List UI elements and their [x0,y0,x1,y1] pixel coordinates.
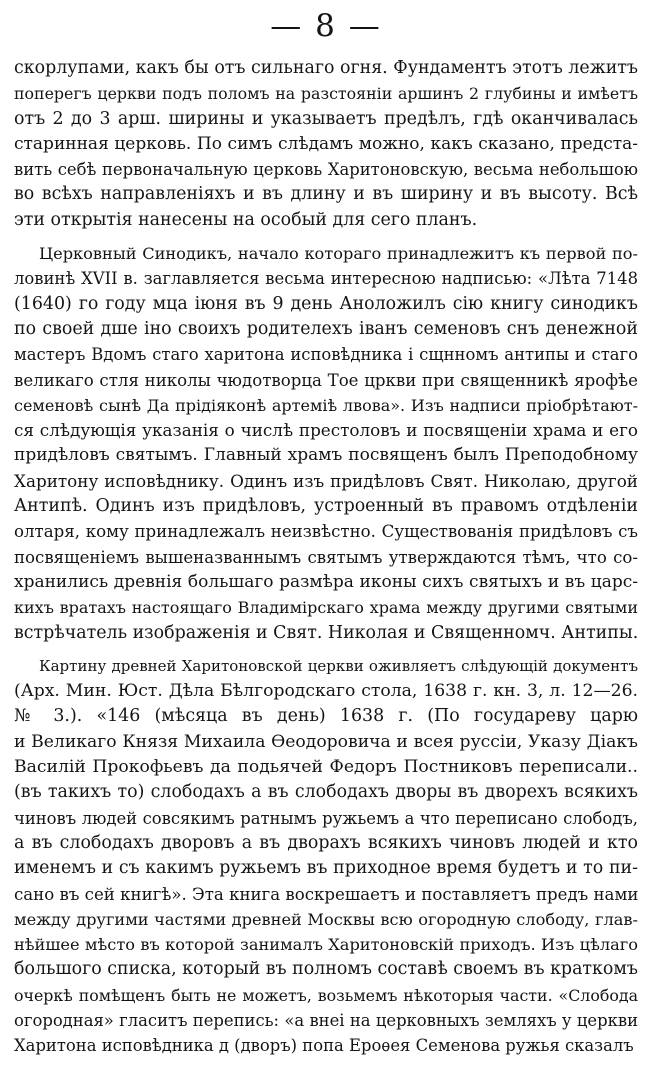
text-line: Церковный Синодикъ, начало котораго принадлежитъ къ первой по- [39,244,638,264]
text-line: вить себѣ первоначальную церковь Харитоновскую, весьма небольшою [14,160,638,180]
text-line: ся слѣдующія указанія о числѣ престоловъ и посвященіи храма и его [14,420,638,441]
paragraph-p3 [14,654,638,1059]
text-line: Харитону исповѣднику. Одинъ изъ придѣловъ Свят. Николаю, другой [14,470,638,491]
text-line: поперегъ церкви подъ поломъ на разстояніи аршинъ 2 глубины и имѣетъ [14,84,638,104]
text-line: ловинѣ XVII в. заглавляется весьма интересною надписью: «Лѣта 7148 [14,269,638,289]
text-line: во всѣхъ направленіяхъ и въ длину и въ ширину и въ высоту. Всѣ [14,184,638,205]
text-line: семеновѣ сынѣ Да прідіяконѣ артеміѣ лвова». Изъ надписи пріобрѣтают- [14,395,638,415]
text-line: очеркѣ помѣщенъ быть не можетъ, возьмемъ нѣкоторыя части. «Слобода [14,985,638,1005]
text-line: придѣловъ святымъ. Главный храмъ посвященъ былъ Преподобному [14,445,638,466]
text-line: мастеръ Вдомъ стаго харитона исповѣдника і сщнномъ антипы и стаго [14,345,638,365]
text-line: большого списка, который въ полномъ составѣ своемъ въ краткомъ [14,959,638,980]
text-line: огородная» гласитъ перепись: «а внеі на церковныхъ земляхъ у церкви [14,1010,638,1030]
text-line: посвященіемъ вышеназваннымъ святымъ утверждаются тѣмъ, что со- [14,547,638,567]
text-line: чиновъ людей совсякимъ ратнымъ ружьемъ а что переписано слободъ, [14,808,638,828]
paragraph-gap [14,646,638,654]
text-body [14,56,638,1059]
paragraph-gap [14,233,638,241]
text-line: отъ 2 до 3 арш. ширины и указываетъ предѣлъ, гдѣ оканчивалась [14,108,638,129]
text-line: (въ такихъ то) слободахъ а въ слободахъ дворы въ дворехъ всякихъ [14,782,638,803]
text-line: олтаря, кому принадлежалъ неизвѣстно. Существованія придѣловъ съ [14,522,638,542]
paragraph-p2 [14,241,638,646]
text-line: (Арх. Мин. Юст. Дѣла Бѣлгородскаго стола, 1638 г. кн. 3, л. 12—26. [14,681,638,702]
text-line: Картину древней Харитоновской церкви оживляетъ слѣдующій документъ [39,656,638,675]
text-line: старинная церковь. По симъ слѣдамъ можно, какъ сказано, предста- [14,133,638,154]
text-line: скорлупами, какъ бы отъ сильнаго огня. Фундаментъ этотъ лежитъ [14,58,638,78]
text-line: Харитона исповѣдника д (дворъ) попа Ероѳея Семенова ружья сказалъ [14,1036,634,1056]
text-line: эти открытія нанесены на особый для сего планъ. [14,209,478,230]
text-line: именемъ и съ какимъ ружьемъ въ приходное время будетъ и то пи- [14,858,638,879]
text-line: и Великаго Князя Михаила Ѳеодоровича и всея руссіи, Указу Діакъ [14,731,638,752]
text-line: № 3.). «146 (мѣсяца въ день) 1638 г. (По государеву царю [14,706,638,727]
text-line: хранились древнія большаго размѣра иконы сихъ святыхъ и въ царс- [14,571,638,592]
text-line: великаго стля николы чюдотворца Тое цркви при священникѣ ярофѣе [14,370,638,390]
text-line: (1640) го году мца іюня въ 9 день Аноложилъ сію книгу синодикъ [14,293,638,314]
text-line: встрѣчатель изображенія и Свят. Николая и Священномч. Антипы. [14,622,638,643]
text-line: Антипѣ. Одинъ изъ придѣловъ, устроенный въ правомъ отдѣленіи [14,496,638,517]
page-number: — 8 — [270,8,382,44]
text-line: нѣйшее мѣсто въ которой занималъ Харитоновскій приходъ. Изъ цѣлаго [14,935,638,955]
text-line: Василій Прокофьевъ да подьячей Федоръ Постниковъ переписали.. [14,757,638,778]
text-line: а въ слободахъ дворовъ а въ дворахъ всякихъ чиновъ людей и кто [14,832,638,853]
text-line: по своей дше іно своихъ родителехъ іванъ семеновъ снъ денежной [14,318,638,339]
text-line: между другими частями древней Москвы всю огородную слободу, глав- [14,909,638,929]
text-line: кихъ вратахъ настоящаго Владимірскаго храма между другими святыми [14,598,638,618]
text-line: сано въ сей книгѣ». Эта книга воскрешаетъ и поставляетъ предъ нами [14,884,638,904]
paragraph-p1 [14,56,638,233]
